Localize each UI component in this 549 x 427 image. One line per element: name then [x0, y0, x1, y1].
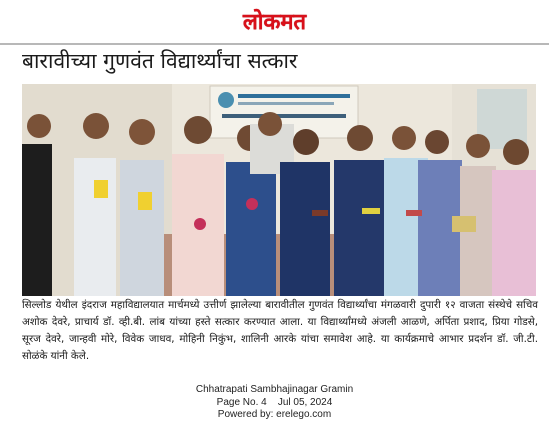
lokmat-logo: लोकमत: [242, 10, 307, 35]
group-photo: [22, 84, 536, 296]
article-caption: सिल्लोड येथील इंदराज महाविद्यालयात मार्चमध्ये उत्तीर्ण झालेल्या बारावीतील गुणवंत विद्यार्थ्यांचा मंगळवारी दुपारी १२ वाजता संस्थेचे सचिव अशोक देवरे, प्राचार्य डॉ. व्ही.बी. लांब यांच्या हस्ते सत्कार करण्यात आला. या विद्यार्थ्यांमध्ये अंजली आळणे, अर्पिता प्रशाद, प्रिया गोडसे, सूरज देवरे, जान्हवी मोरे, विवेक जाधव, मोहिनी निकुंभ, शालिनी आरके यांचा समावेश आहे. या कार्यक्रमाचे आभार प्रदर्शन डॉ. जी.टी. सोळंके यांनी केले.: [22, 299, 538, 362]
group-photo-illustration: [22, 84, 536, 296]
masthead: [0, 0, 549, 42]
article-headline: बारावीच्या गुणवंत विद्यार्थ्यांचा सत्कार: [22, 49, 298, 73]
masthead-divider: [0, 43, 549, 45]
edition-name: Chhatrapati Sambhajinagar Gramin: [195, 384, 354, 395]
powered-by-link[interactable]: Powered by: erelego.com: [217, 409, 332, 420]
page-and-date: Page No. 4 Jul 05, 2024: [216, 396, 333, 408]
page-footer: [0, 384, 549, 422]
